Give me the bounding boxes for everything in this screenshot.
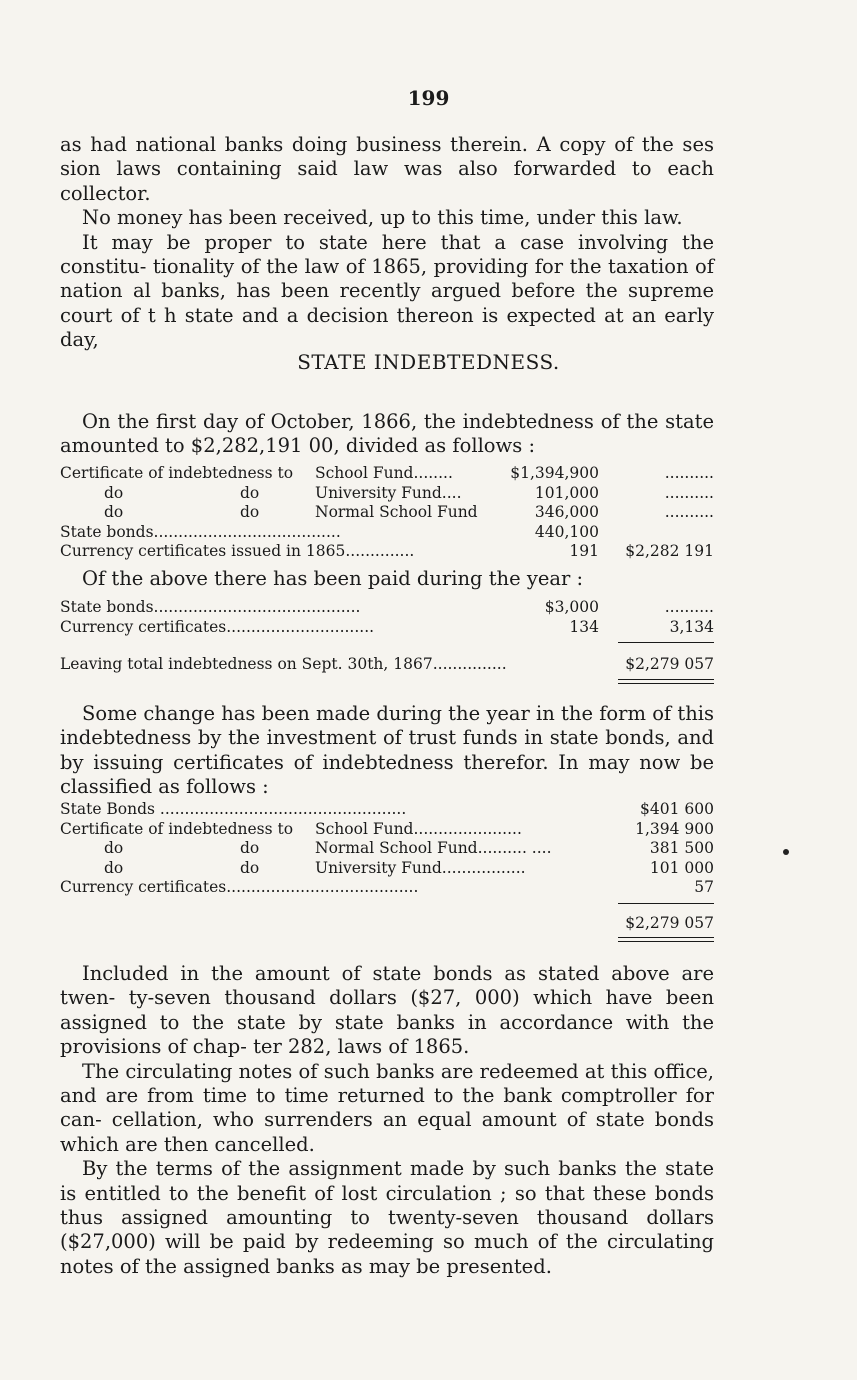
- double-rule-top: [618, 679, 714, 680]
- indebtedness-table: [60, 464, 714, 562]
- row-fund: University Fund....: [315, 483, 462, 502]
- table-row: [60, 914, 714, 934]
- row-amount: 440,100: [534, 522, 599, 541]
- table-row: [60, 655, 714, 675]
- paid-paragraph-block: [60, 567, 714, 591]
- table-row: [60, 503, 714, 523]
- row-label: Certificate of indebtedness to: [60, 819, 294, 838]
- table-row: [60, 618, 714, 638]
- intro-paragraph-3: It may be proper to state here that a case involving the constitu- tionality of the law of 1865, providing for the taxation of nation al banks, has been recently argued before the supreme court of t h state and a decision thereon is expected at an early day,: [60, 230, 714, 352]
- change-paragraph-block: [60, 702, 714, 800]
- classification-table: [60, 800, 714, 898]
- table-row: [60, 839, 714, 859]
- row-label-2: do: [240, 858, 260, 877]
- table-row: [60, 542, 714, 562]
- row-label: State bonds..........................................: [60, 598, 361, 616]
- row-fund: Normal School Fund.......... ....: [315, 839, 552, 857]
- row-label: Currency certificates..............................: [60, 617, 375, 636]
- closing-paragraph-3: By the terms of the assignment made by such banks the state is entitled to the benefit of lost circulation ; so that these bonds thus assigned amounting to twenty-seven thousand dollars ($27,000) will be paid by redeeming so much of the circulating notes of the assigned banks as may be presented.: [60, 1157, 714, 1278]
- row-amount: $1,394,900: [510, 464, 599, 482]
- classification-total: [60, 914, 714, 934]
- total-label: Leaving total indebtedness on Sept. 30th, 1867...............: [60, 655, 507, 673]
- total-amount: $2,279 057: [625, 914, 714, 932]
- row-fund: School Fund......................: [315, 819, 522, 838]
- row-label-2: do: [240, 503, 260, 521]
- payments-table: [60, 598, 714, 637]
- table-row: [60, 878, 714, 898]
- row-label: do: [104, 503, 124, 521]
- table-row: [60, 523, 714, 543]
- row-amount: 346,000: [534, 503, 599, 521]
- row-amount: 191: [569, 542, 599, 560]
- table-row: [60, 464, 714, 484]
- total-amount: $2,279 057: [625, 655, 714, 673]
- row-amount: 57: [694, 878, 714, 896]
- closing-section: [60, 962, 714, 1279]
- row-fund: School Fund........: [315, 464, 453, 482]
- row-fund: University Fund.................: [315, 858, 526, 877]
- row-total: 3,134: [669, 617, 714, 636]
- leaving-total-row: [60, 655, 714, 675]
- row-label: do: [104, 858, 124, 877]
- row-amount: 134: [569, 617, 599, 636]
- table-row: [60, 598, 714, 618]
- row-amount: $3,000: [544, 598, 599, 616]
- double-rule-bottom: [618, 683, 714, 684]
- table-row: [60, 859, 714, 879]
- row-total: ..........: [664, 483, 714, 502]
- row-label: State bonds......................................: [60, 522, 341, 541]
- table-row: [60, 800, 714, 820]
- table-row: [60, 484, 714, 504]
- row-label: do: [104, 839, 124, 857]
- sum-rule: [618, 642, 714, 643]
- row-amount: 101,000: [534, 483, 599, 502]
- intro-section: [60, 133, 714, 353]
- row-amount: 381 500: [649, 839, 714, 857]
- double-rule-bottom: [618, 941, 714, 942]
- closing-paragraph-1: Included in the amount of state bonds as stated above are twen- ty-seven thousand dollars ($27, 000) which have been assigned to the state by state banks in accordance with the provisions of chap- ter 282, laws of 1865.: [60, 962, 714, 1059]
- table-row: [60, 820, 714, 840]
- row-label: State Bonds ..................................................: [60, 800, 407, 818]
- row-label: Currency certificates issued in 1865..............: [60, 542, 415, 560]
- row-total: ..........: [664, 503, 714, 521]
- paid-paragraph: Of the above there has been paid during the year :: [82, 567, 584, 590]
- section-heading: STATE INDEBTEDNESS.: [297, 350, 560, 374]
- row-amount: 101 000: [649, 858, 714, 877]
- double-rule-top: [618, 937, 714, 938]
- row-label-2: do: [240, 483, 260, 502]
- intro-paragraph-2: No money has been received, up to this time, under this law.: [82, 206, 683, 230]
- row-amount: $401 600: [640, 800, 714, 818]
- row-label: Certificate of indebtedness to: [60, 464, 294, 482]
- row-fund: Normal School Fund: [315, 503, 478, 521]
- ink-speck: [783, 849, 789, 855]
- row-amount: 1,394 900: [635, 819, 714, 838]
- row-total: ..........: [664, 598, 714, 616]
- closing-paragraph-2: The circulating notes of such banks are redeemed at this office, and are from time to time returned to the bank comptroller for can- cellation, who surrenders an equal amount of state bonds which are then cancelled.: [60, 1059, 714, 1156]
- debt-paragraph-block: [60, 410, 714, 459]
- debt-paragraph: On the first day of October, 1866, the indebtedness of the state amounted to $2,282,191 00, divided as follows :: [60, 410, 714, 458]
- sum-rule: [618, 903, 714, 904]
- row-label: do: [104, 483, 124, 502]
- row-label-2: do: [240, 839, 260, 857]
- change-paragraph: Some change has been made during the year in the form of this indebtedness by the investment of trust funds in state bonds, and by issuing certificates of indebtedness therefor. In may now be classified as follows :: [60, 702, 714, 799]
- intro-paragraph-1: as had national banks doing business therein. A copy of the ses sion laws containing said law was also forwarded to each collector.: [60, 133, 714, 205]
- page-number: 199: [407, 86, 450, 110]
- row-label: Currency certificates.......................................: [60, 878, 419, 896]
- row-total: ..........: [664, 464, 714, 482]
- row-total: $2,282 191: [625, 542, 714, 560]
